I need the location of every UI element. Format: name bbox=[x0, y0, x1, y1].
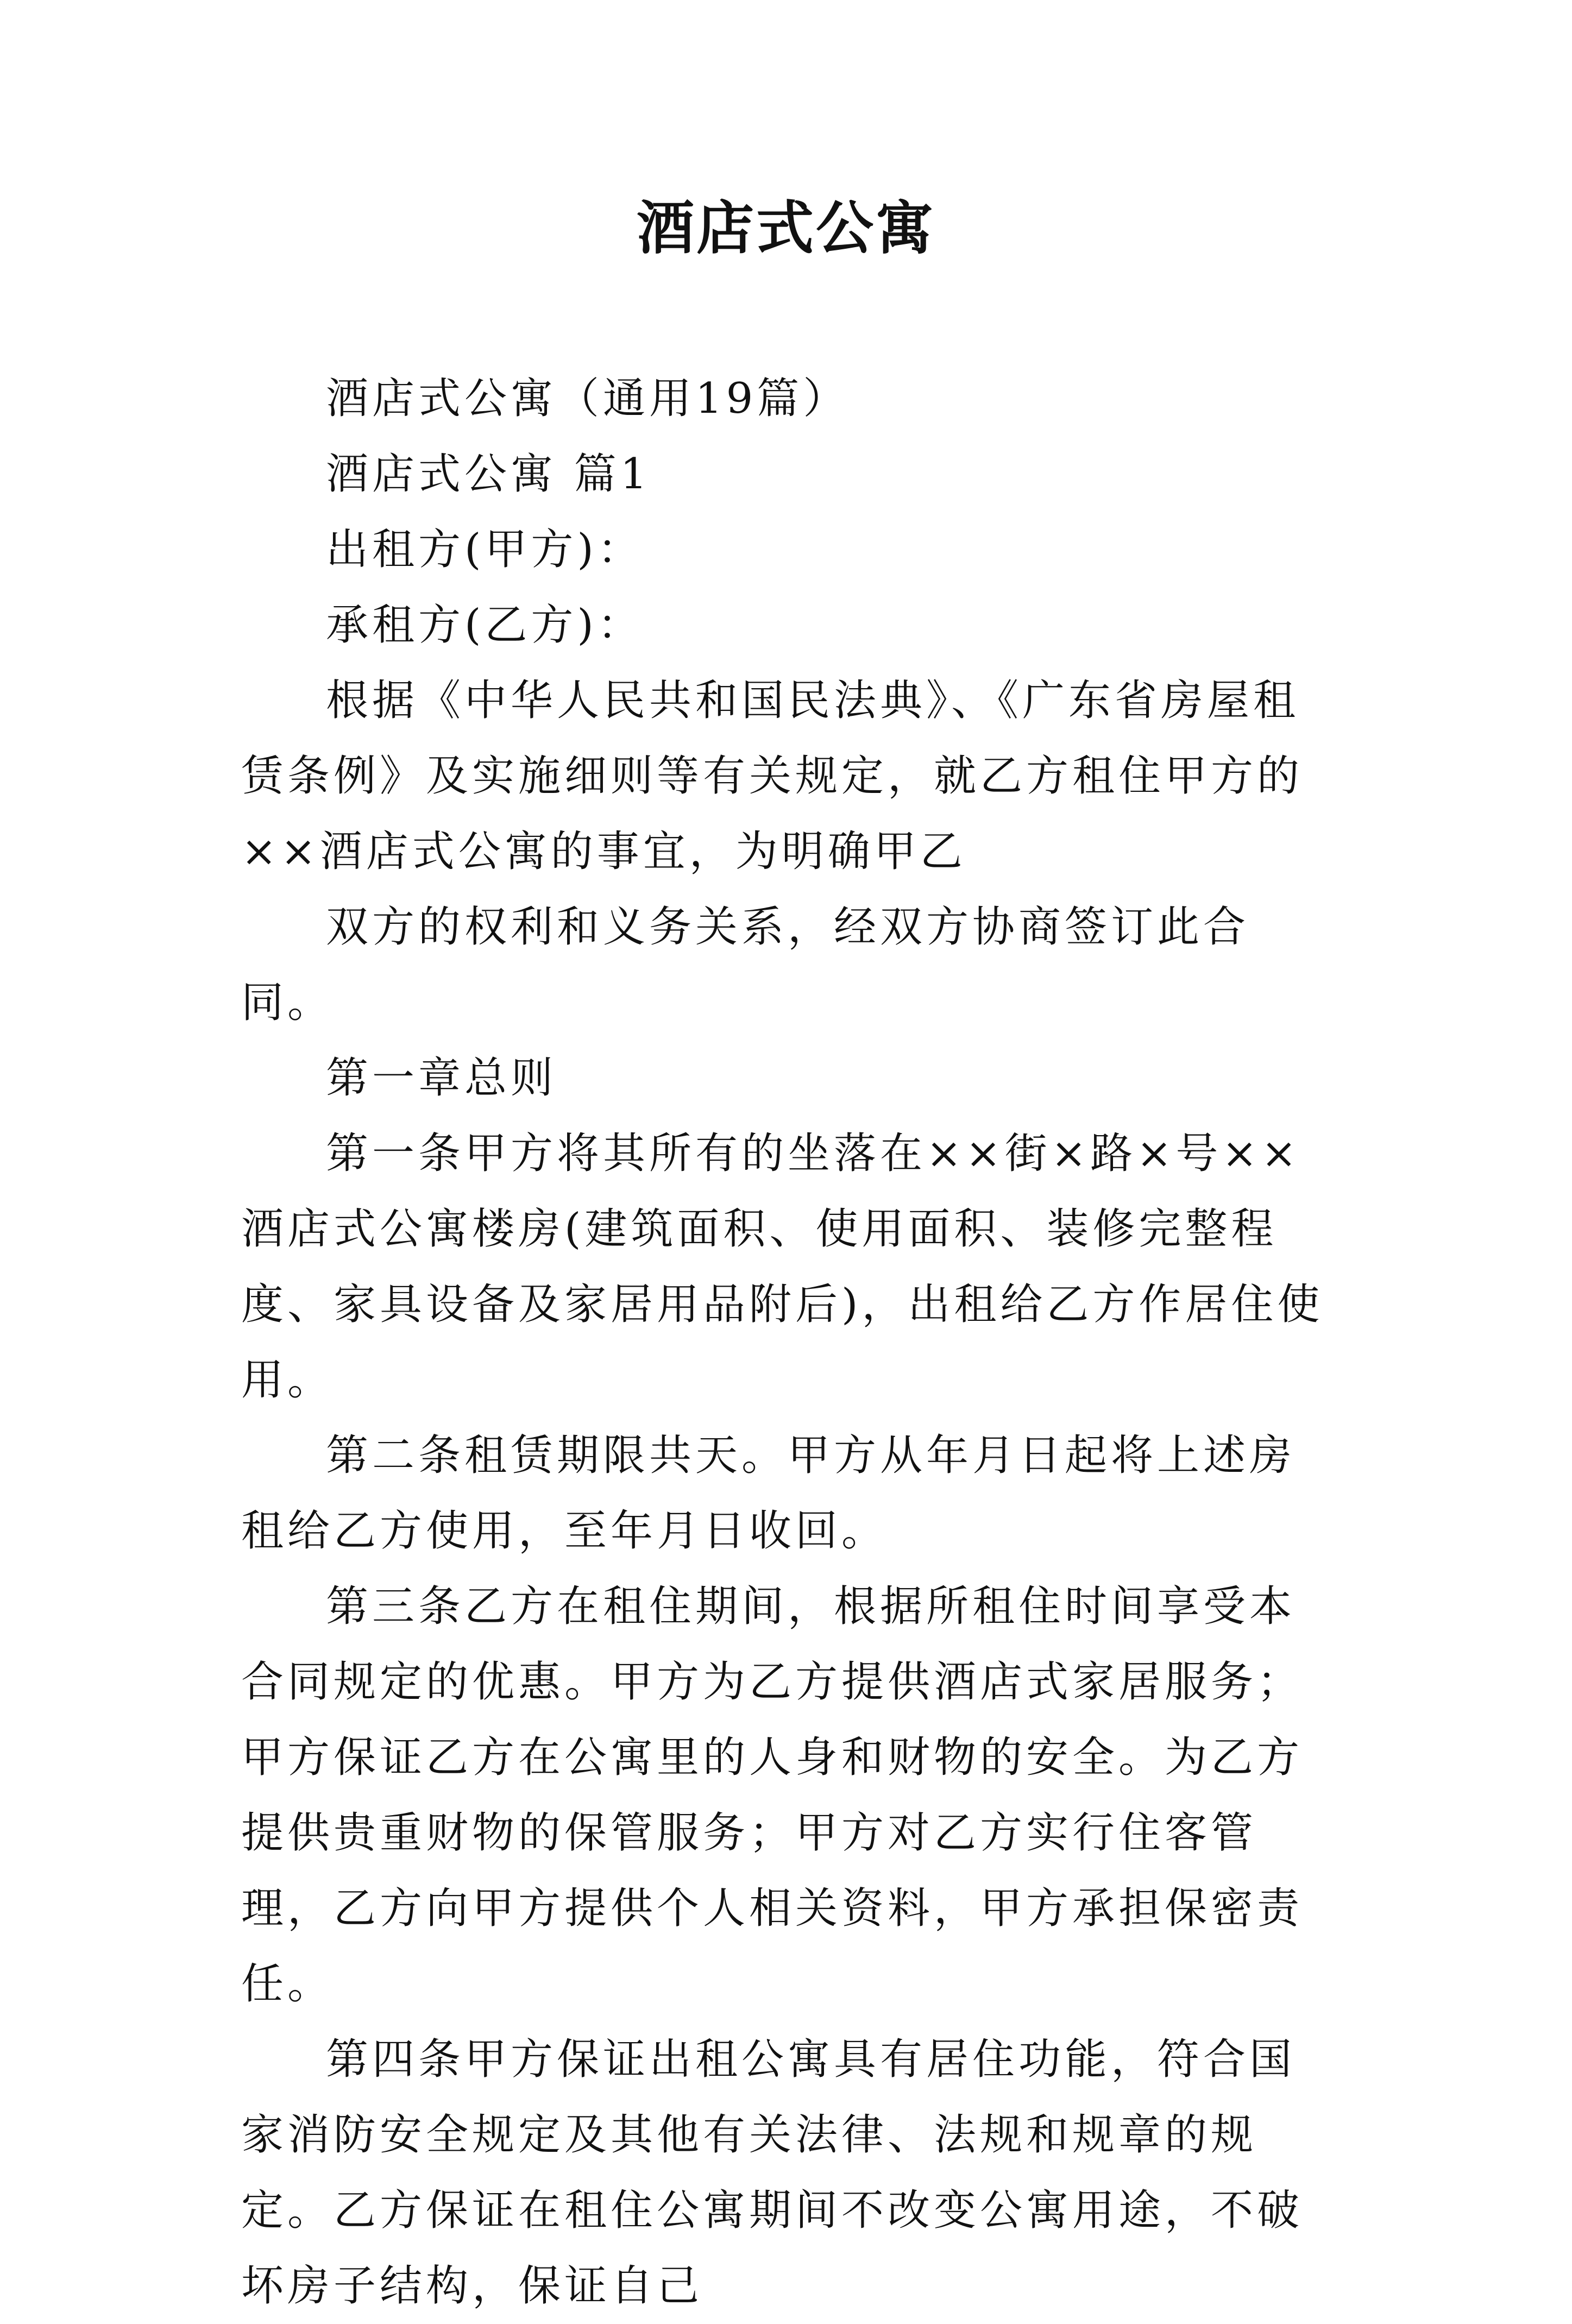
document-title: 酒店式公寓 bbox=[637, 194, 935, 262]
paragraph-article-3: 第三条乙方在租住期间，根据所租住时间享受本合同规定的优惠。甲方为乙方提供酒店式家居服务；甲方保证乙方在公寓里的人身和财物的安全。为乙方提供贵重财物的保管服务；甲方对乙方实行住客管理，乙方向甲方提供个人相关资料，甲方承担保密责任。 bbox=[241, 1582, 1304, 2008]
paragraph-section-heading: 酒店式公寓 篇1 bbox=[326, 450, 651, 499]
paragraph-subtitle: 酒店式公寓（通用19篇） bbox=[326, 374, 850, 423]
paragraph-lessor: 出租方(甲方)： bbox=[326, 525, 644, 574]
paragraph-lessee: 承租方(乙方)： bbox=[326, 601, 644, 650]
paragraph-legal-basis: 根据《中华人民共和国民法典》、《广东省房屋租赁条例》及实施细则等有关规定，就乙方租住甲方的××酒店式公寓的事宜，为明确甲乙 bbox=[241, 676, 1304, 876]
paragraph-chapter-heading: 第一章总则 bbox=[326, 1054, 557, 1103]
document-body bbox=[241, 361, 1333, 2324]
paragraph-agreement: 双方的权利和义务关系，经双方协商签订此合同。 bbox=[241, 903, 1250, 1027]
paragraph-article-2: 第二条租赁期限共天。甲方从年月日起将上述房租给乙方使用，至年月日收回。 bbox=[241, 1431, 1296, 1555]
paragraph-article-1: 第一条甲方将其所有的坐落在××街×路×号××酒店式公寓楼房(建筑面积、使用面积、装修完整程度、家具设备及家居用品附后)，出租给乙方作居住使用。 bbox=[241, 1129, 1324, 1405]
paragraph-article-4: 第四条甲方保证出租公寓具有居住功能，符合国家消防安全规定及其他有关法律、法规和规章的规定。乙方保证在租住公寓期间不改变公寓用途，不破坏房子结构，保证自己 bbox=[241, 2035, 1304, 2310]
